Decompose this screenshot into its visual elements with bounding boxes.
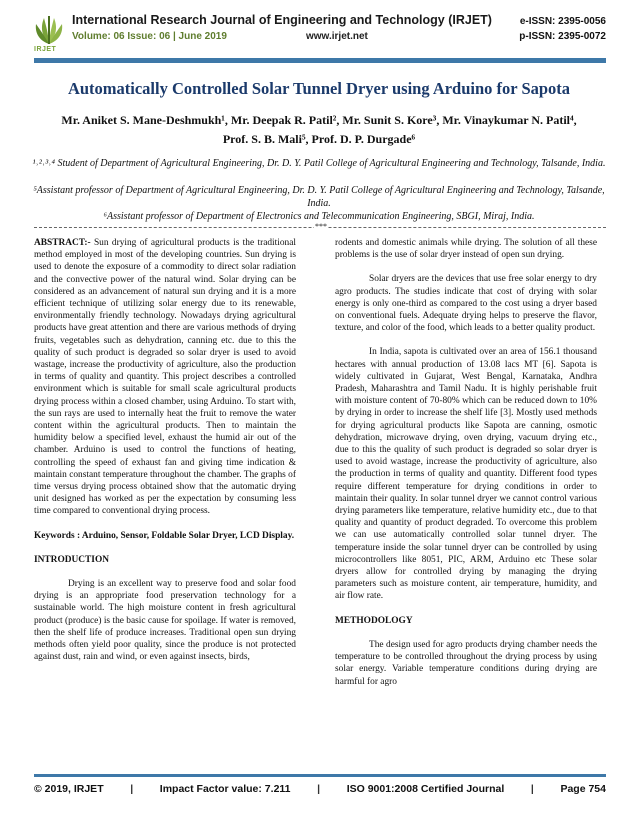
footer-rule	[34, 774, 606, 777]
author-list	[34, 111, 604, 149]
footer-separator: |	[530, 783, 534, 795]
divider-mark: ***	[315, 222, 327, 231]
affiliation-1: ¹˒²˒³˒⁴ Student of Department of Agricultural Engineering, Dr. D. Y. Patil College of Agricultural Engineering and Technology, Talsande, India.	[32, 158, 606, 169]
authors-line-1: Mr. Aniket S. Mane-Deshmukh¹, Mr. Deepak R. Patil², Mr. Sunit S. Kore³, Mr. Vinaykumar N. Patil⁴,	[61, 113, 577, 127]
affiliation-2: ⁵Assistant professor of Department of Agricultural Engineering, Dr. D. Y. Patil College of Agricultural Engineering and Technology, Talsande, India.	[33, 185, 605, 209]
right-column	[335, 237, 597, 700]
body-paragraph-3: In India, sapota is cultivated over an area of 156.1 thousand hectares with annual production of 13.08 lacs MT [6]. Sapota is widely cultivated in Gujarat, West Bengal, Karnataka, Andhra Pradesh, Maharashtra and Tamil Nadu. It is highly perishable fruit with moisture content of 70-80% which can be reduced down to 10% by drying in order to increase the shelf life [3]. Mostly used methods for drying agricultural products like Sapota are canning, osmotic dehydration, microwave drying, oven drying, vacuum drying etc., due to this the quality of such product is degraded so solar dryer is used to avoid wastage, increase the productivity of agriculture, also the production in terms of quality and quantity. Different food types require different temperature for drying conditions in order to maintain their quality. In solar tunnel dryer we cannot control various drying parameters like temperature, relative humidity etc., due to that quality and quantity of product degraded. To overcome this problem we can use automatically controlled solar tunnel dryer. The temperature inside the solar tunnel dryer can be controlled by using microcontrollers like 8051, PIC, ARM, Arduino etc These solar dryers allow for controlled drying by managing the drying parameters such as moisture content, air temperature, humidity, and air flow rate.	[335, 347, 597, 602]
logo-text: IRJET	[34, 46, 57, 53]
footer-impact-factor: Impact Factor value: 7.211	[159, 783, 291, 795]
footer-page-number: Page 754	[560, 783, 606, 795]
introduction-heading: INTRODUCTION	[34, 554, 110, 565]
methodology-paragraph: The design used for agro products drying chamber needs the temperature to be controlled throughout the drying process by using solar energy. Variable temperature conditions during drying are harmful for agro	[335, 639, 597, 687]
volume-info: Volume: 06 Issue: 06 | June 2019	[72, 31, 227, 42]
page-footer	[34, 783, 606, 795]
footer-separator: |	[317, 783, 321, 795]
abstract-label: ABSTRACT:-	[34, 238, 91, 248]
footer-separator: |	[130, 783, 134, 795]
affiliation-3: ⁶Assistant professor of Department of Electronics and Telecommunication Engineering, SBGI, Miraj, India.	[103, 211, 535, 222]
footer-copyright: © 2019, IRJET	[34, 783, 104, 795]
authors-line-2: Prof. S. B. Mali⁵, Prof. D. P. Durgade⁶	[222, 132, 416, 146]
header-rule	[34, 58, 606, 63]
e-issn: e-ISSN: 2395-0056	[519, 16, 606, 27]
body-paragraph-1: rodents and domestic animals while drying. The solution of all these problems is the use of solar dryer instead of open sun drying.	[335, 238, 597, 261]
journal-name: International Research Journal of Engineering and Technology (IRJET)	[72, 13, 492, 27]
abstract	[34, 237, 296, 518]
p-issn: p-ISSN: 2395-0072	[519, 31, 606, 42]
keywords: Keywords : Arduino, Sensor, Foldable Solar Dryer, LCD Display.	[34, 530, 295, 541]
journal-header	[34, 12, 606, 60]
left-column	[34, 237, 296, 676]
irjet-logo-icon	[34, 12, 64, 46]
body-paragraph-2: Solar dryers are the devices that use free solar energy to dry agro products. The studies indicate that cost of drying with solar energy is only one-third as compared to the cost using a dryer based on conventional fuels. Adequate drying helps to preserve the flavor, texture, and color of the food, which leads to a better quality product.	[335, 274, 597, 334]
journal-website-link[interactable]: www.irjet.net	[306, 31, 368, 42]
introduction-paragraph: Drying is an excellent way to preserve food and solar food drying is an appropriate food preservation technology for a sustainable world. The high moisture content in fresh agricultural product (produce) is the basic cause for spoilage. If water is removed, then the shelf life of produce increases. Traditional open sun drying methods often yield poor quality, since the produce is not protected against dust, rain and wind, or even against insects, birds,	[34, 579, 296, 663]
paper-title: Automatically Controlled Solar Tunnel Dryer using Arduino for Sapota	[67, 79, 571, 98]
footer-iso: ISO 9001:2008 Certified Journal	[346, 783, 505, 795]
abstract-text: Sun drying of agricultural products is the traditional method employed in most of the developing countries. Sun drying is used to denote the exposure of a commodity to direct solar radiation and the convective power of the natural wind. Solar drying can be considered as an advancement of natural sun drying and it is a more efficient technique of utilizing solar energy due to its renewable, environmentally friendly technology. Nowadays drying agricultural products have great attention and there are various methods of drying fruits, vegetables such as dehydration, canning etc. due to this the quality of such product is degraded so solar dryer is used to avoid wastage, increase the productivity of agriculture, also the production in terms of quality and quantity. This project describes a controlled environment which is suitable for small scale agricultural products drying process within a closed chamber, using Arduino. To start with, the sun rays are used to internally heat the fruit to remove the water content within the agricultural products. Then to maintain the humidity below a specified level, exhaust the humid air out of the chamber. Arduino is used to control the functions of heating, controlling the speed of exhaust fan and giving time indication & maintain constant temperature throughout the chamber. The graphs of time versus drying process obtained show that the automatic drying unit designed has worked as per the expectation by consuming less time compared to conventional drying process.	[34, 238, 296, 517]
methodology-heading: METHODOLOGY	[335, 615, 413, 626]
